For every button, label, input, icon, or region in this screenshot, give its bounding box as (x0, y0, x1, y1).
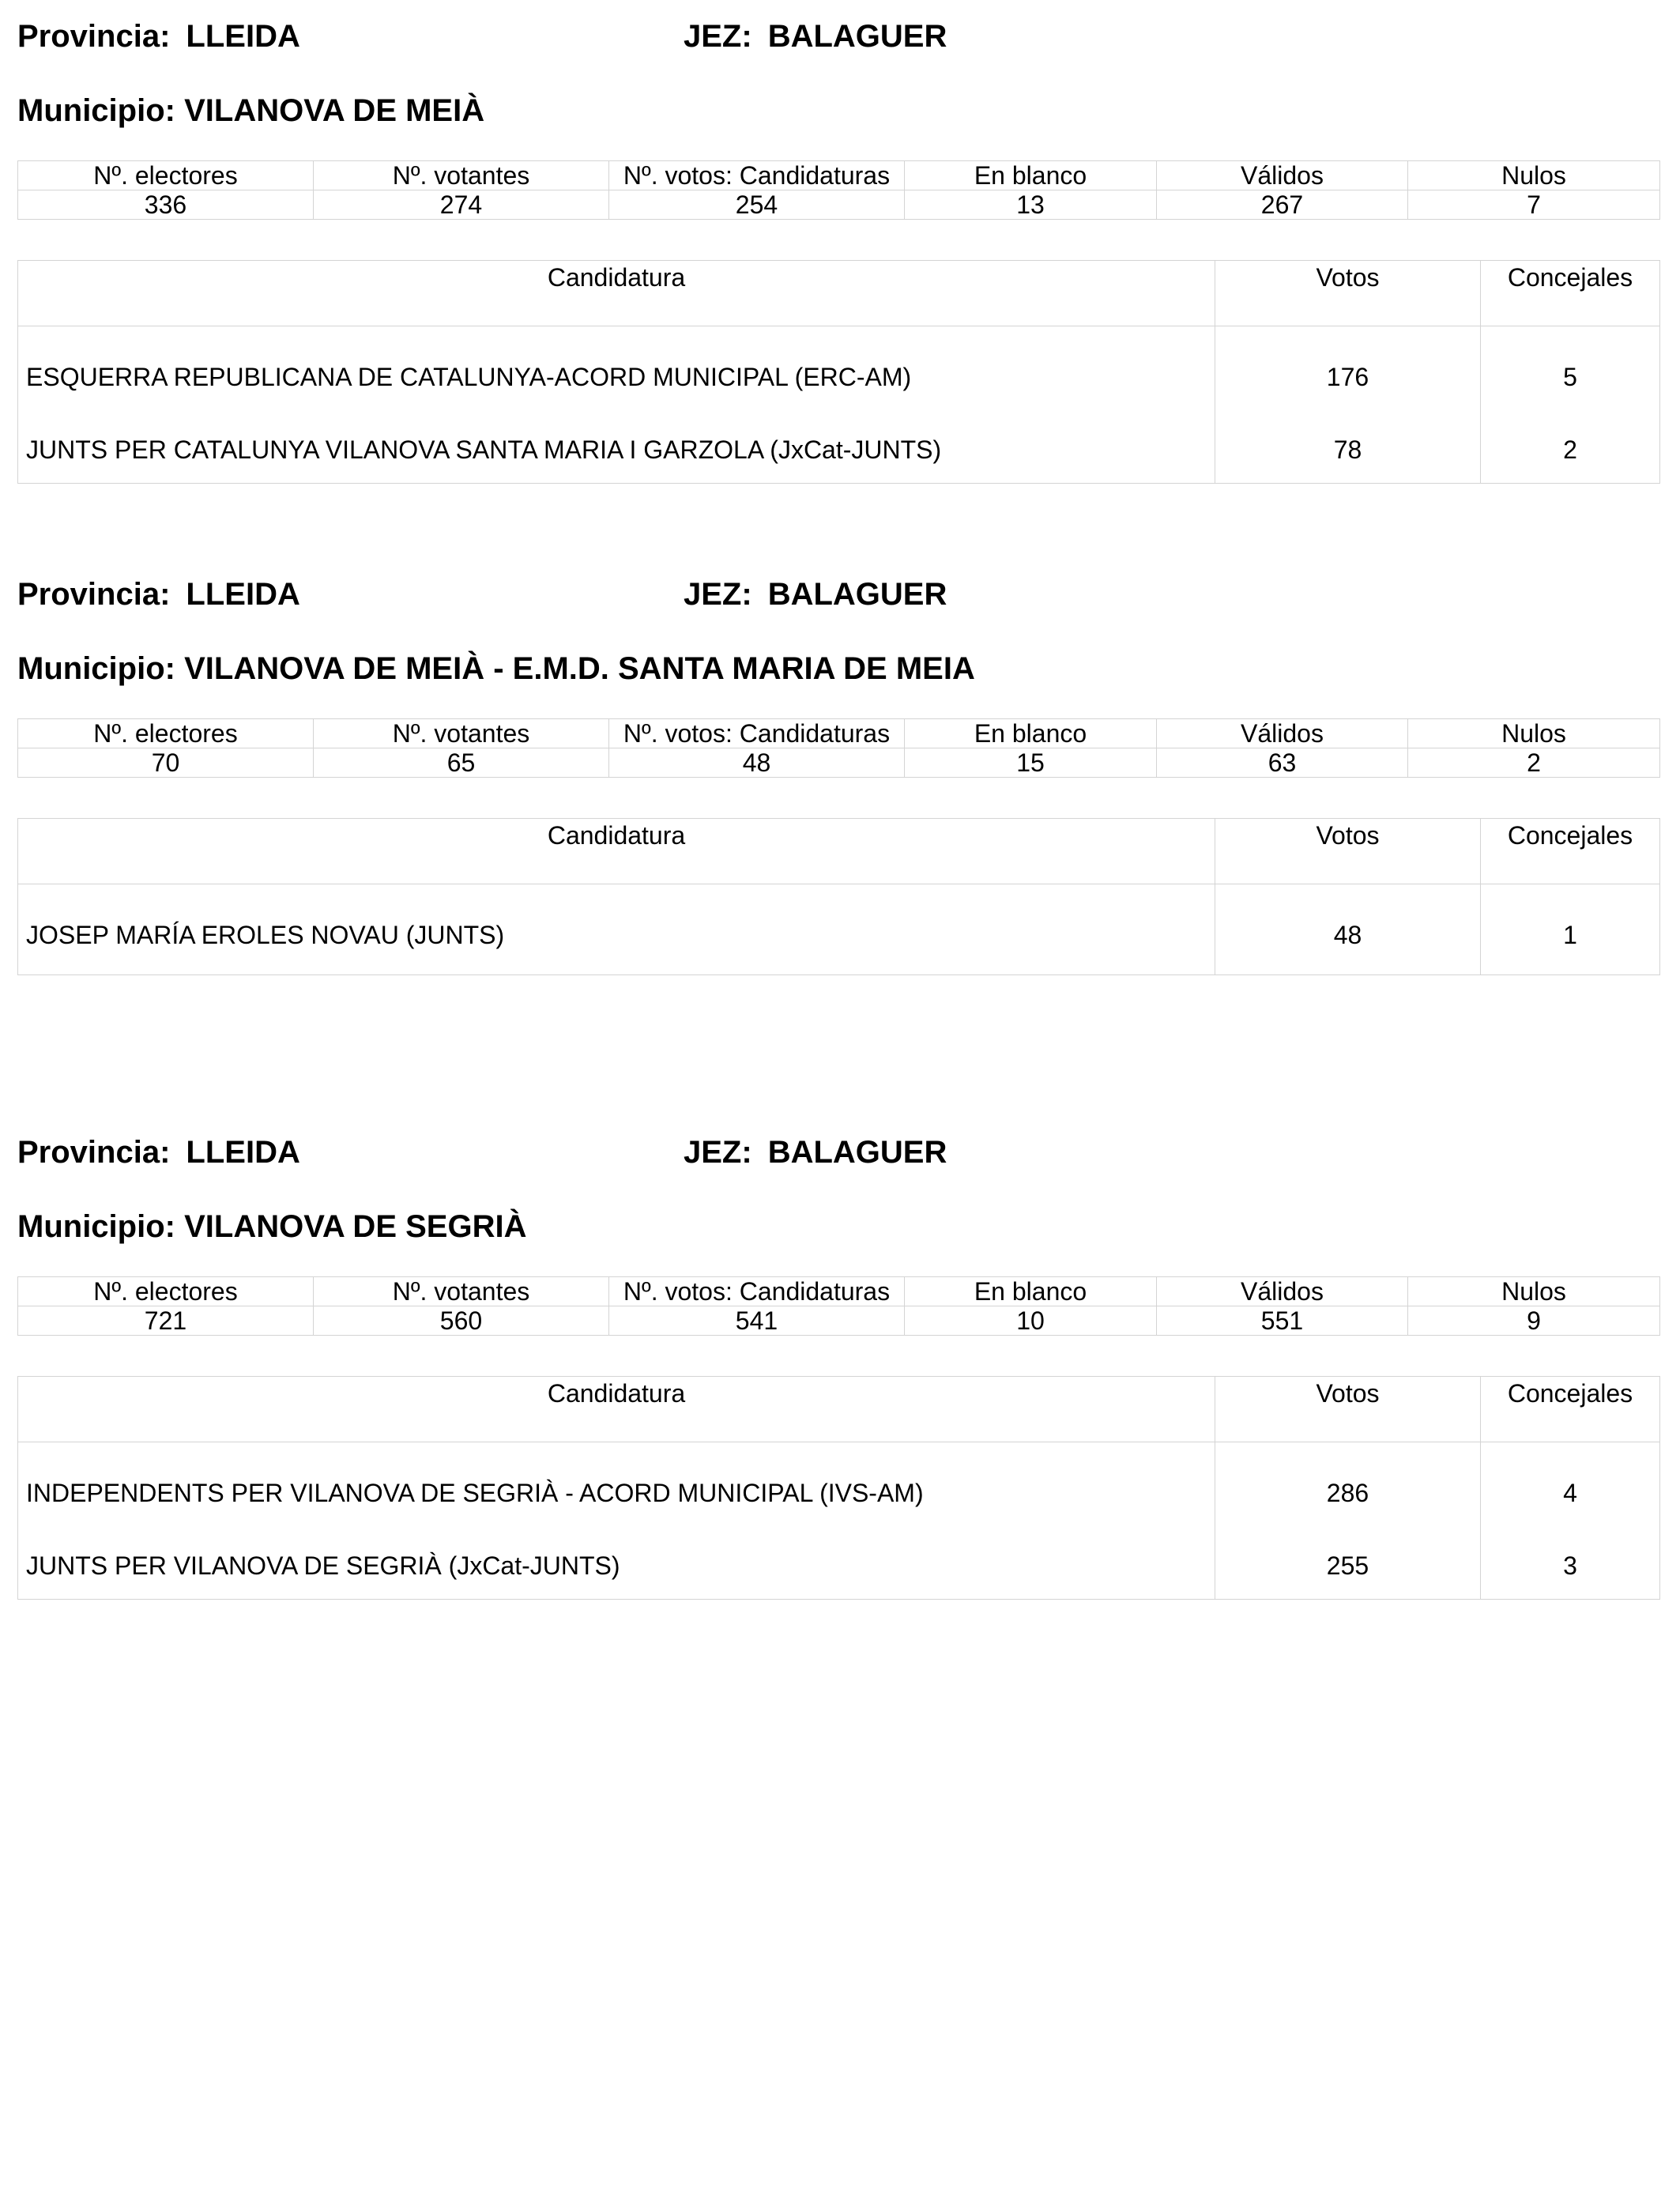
provincia-label: Provincia: (17, 1135, 171, 1170)
stats-header-row (18, 1277, 1660, 1306)
municipio-value: VILANOVA DE MEIÀ (184, 93, 485, 128)
stats-header: Nº. electores (18, 719, 314, 748)
municipality-section (17, 1133, 1659, 1687)
stats-value: 336 (18, 190, 314, 220)
stats-header: En blanco (905, 719, 1157, 748)
stats-header: En blanco (905, 161, 1157, 190)
municipality-section (17, 17, 1659, 571)
municipio-heading (17, 92, 484, 130)
stats-header: Nº. votos: Candidaturas (609, 1277, 905, 1306)
table-row (18, 326, 1660, 417)
stats-value: 254 (609, 190, 905, 220)
stats-value: 15 (905, 748, 1157, 778)
candidates-table (17, 818, 1660, 975)
stats-value: 63 (1157, 748, 1408, 778)
candidate-name: JUNTS PER CATALUNYA VILANOVA SANTA MARIA I GARZOLA (JxCat-JUNTS) (18, 417, 1215, 484)
stats-value: 65 (314, 748, 609, 778)
candidate-name: JUNTS PER VILANOVA DE SEGRIÀ (JxCat-JUNTS) (18, 1532, 1215, 1600)
stats-value: 13 (905, 190, 1157, 220)
candidate-concejales: 1 (1481, 884, 1660, 975)
stats-value: 10 (905, 1306, 1157, 1336)
candidate-votos: 78 (1215, 417, 1481, 484)
provincia-heading (17, 575, 300, 613)
candidates-table (17, 1376, 1660, 1600)
municipio-value: VILANOVA DE MEIÀ - E.M.D. SANTA MARIA DE MEIA (184, 651, 975, 686)
stats-value: 48 (609, 748, 905, 778)
jez-heading (684, 1133, 947, 1171)
stats-header: Nulos (1408, 1277, 1660, 1306)
candidate-votos: 255 (1215, 1532, 1481, 1600)
jez-heading (684, 17, 947, 55)
stats-header: Nº. electores (18, 1277, 314, 1306)
candidates-header-row (18, 1377, 1660, 1442)
candidates-header-row (18, 819, 1660, 884)
stats-value: 551 (1157, 1306, 1408, 1336)
stats-header: Válidos (1157, 719, 1408, 748)
concejales-header: Concejales (1481, 819, 1660, 884)
stats-value: 7 (1408, 190, 1660, 220)
stats-table (17, 718, 1660, 778)
stats-header-row (18, 719, 1660, 748)
candidate-concejales: 3 (1481, 1532, 1660, 1600)
stats-value: 9 (1408, 1306, 1660, 1336)
stats-header: Válidos (1157, 161, 1408, 190)
candidate-concejales: 5 (1481, 326, 1660, 417)
jez-label: JEZ: (684, 577, 752, 612)
municipio-label: Municipio: (17, 651, 175, 686)
candidates-table (17, 260, 1660, 484)
candidate-name: INDEPENDENTS PER VILANOVA DE SEGRIÀ - ACORD MUNICIPAL (IVS-AM) (18, 1442, 1215, 1533)
municipio-heading (17, 1208, 526, 1246)
provincia-label: Provincia: (17, 577, 171, 612)
stats-value-row (18, 748, 1660, 778)
candidatura-header: Candidatura (18, 1377, 1215, 1442)
votos-header: Votos (1215, 819, 1481, 884)
stats-value: 541 (609, 1306, 905, 1336)
stats-value: 721 (18, 1306, 314, 1336)
concejales-header: Concejales (1481, 261, 1660, 326)
municipio-label: Municipio: (17, 93, 175, 128)
candidate-votos: 48 (1215, 884, 1481, 975)
votos-header: Votos (1215, 1377, 1481, 1442)
stats-header: Nº. votantes (314, 719, 609, 748)
votos-header: Votos (1215, 261, 1481, 326)
stats-header: Nulos (1408, 719, 1660, 748)
candidate-name: ESQUERRA REPUBLICANA DE CATALUNYA-ACORD MUNICIPAL (ERC-AM) (18, 326, 1215, 417)
stats-header: Nº. votos: Candidaturas (609, 719, 905, 748)
candidate-votos: 286 (1215, 1442, 1481, 1533)
stats-value-row (18, 190, 1660, 220)
stats-header: Nº. votantes (314, 1277, 609, 1306)
jez-value: BALAGUER (767, 19, 947, 54)
provincia-value: LLEIDA (186, 577, 300, 612)
jez-value: BALAGUER (767, 577, 947, 612)
candidates-header-row (18, 261, 1660, 326)
table-row (18, 1442, 1660, 1533)
municipality-section (17, 575, 1659, 1129)
jez-label: JEZ: (684, 19, 752, 54)
stats-header: Nulos (1408, 161, 1660, 190)
stats-header: Válidos (1157, 1277, 1408, 1306)
table-row (18, 884, 1660, 975)
provincia-value: LLEIDA (186, 1135, 300, 1170)
municipio-heading (17, 650, 975, 688)
stats-table (17, 1276, 1660, 1336)
candidate-name: JOSEP MARÍA EROLES NOVAU (JUNTS) (18, 884, 1215, 975)
provincia-value: LLEIDA (186, 19, 300, 54)
stats-value: 267 (1157, 190, 1408, 220)
jez-value: BALAGUER (767, 1135, 947, 1170)
stats-header: Nº. votos: Candidaturas (609, 161, 905, 190)
stats-header: Nº. votantes (314, 161, 609, 190)
stats-value: 560 (314, 1306, 609, 1336)
provincia-heading (17, 17, 300, 55)
jez-label: JEZ: (684, 1135, 752, 1170)
stats-header: En blanco (905, 1277, 1157, 1306)
municipio-value: VILANOVA DE SEGRIÀ (184, 1209, 527, 1244)
stats-header: Nº. electores (18, 161, 314, 190)
candidate-votos: 176 (1215, 326, 1481, 417)
candidatura-header: Candidatura (18, 261, 1215, 326)
jez-heading (684, 575, 947, 613)
table-row (18, 1532, 1660, 1600)
provincia-label: Provincia: (17, 19, 171, 54)
candidate-concejales: 4 (1481, 1442, 1660, 1533)
stats-value-row (18, 1306, 1660, 1336)
provincia-heading (17, 1133, 300, 1171)
stats-value: 70 (18, 748, 314, 778)
candidatura-header: Candidatura (18, 819, 1215, 884)
table-row (18, 417, 1660, 484)
stats-table (17, 160, 1660, 220)
candidate-concejales: 2 (1481, 417, 1660, 484)
stats-header-row (18, 161, 1660, 190)
concejales-header: Concejales (1481, 1377, 1660, 1442)
municipio-label: Municipio: (17, 1209, 175, 1244)
stats-value: 274 (314, 190, 609, 220)
stats-value: 2 (1408, 748, 1660, 778)
